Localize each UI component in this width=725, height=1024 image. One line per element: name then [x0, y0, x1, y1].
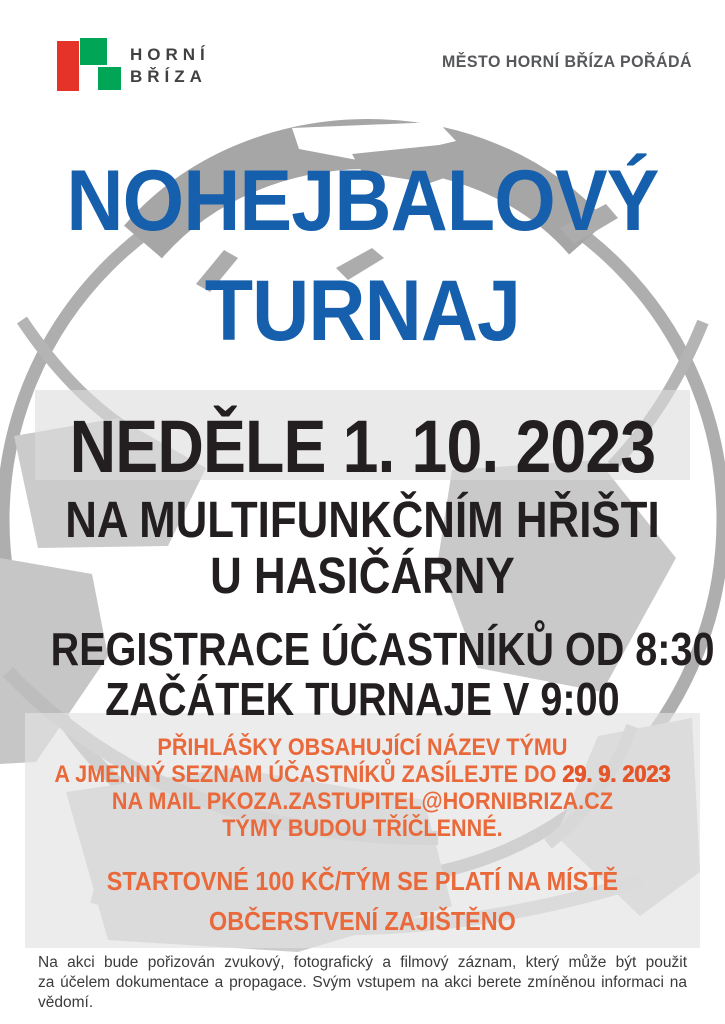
- logo-wordmark: [130, 44, 210, 88]
- applications-line-1: PŘIHLÁŠKY OBSAHUJÍCÍ NÁZEV TÝMU: [157, 734, 568, 761]
- applications-deadline-date: 29. 9. 2023: [562, 761, 671, 788]
- logo-red-block: [57, 41, 79, 91]
- organizer-claim: MĚSTO HORNÍ BŘÍZA POŘÁDÁ: [441, 52, 692, 71]
- registration-time: REGISTRACE ÚČASTNÍKŮ OD 8:30: [50, 623, 715, 675]
- footer-notice-line-1: Na akci bude pořizován zvukový, fotografický a filmový záznam, který může být použit: [38, 954, 687, 971]
- footer-notice: [38, 953, 687, 1013]
- logo-wordmark-line-2: BŘÍZA: [130, 67, 207, 86]
- logo-wordmark-line-1: HORNÍ: [130, 45, 210, 64]
- title-line-1: NOHEJBALOVÝ: [66, 153, 659, 249]
- logo-green-block-1: [80, 38, 107, 65]
- applications-line-2: [36, 763, 689, 787]
- title-line-2: TURNAJ: [204, 263, 521, 359]
- entry-fee-line: STARTOVNÉ 100 KČ/TÝM SE PLATÍ NA MÍSTĚ: [106, 866, 619, 896]
- footer-notice-line-2: za účelem dokumentace a propagace. Svým vstupem na akci berete zmíněnou informaci na vědomí.: [38, 974, 687, 1011]
- venue-line-1: NA MULTIFUNKČNÍM HŘIŠTI: [65, 491, 660, 548]
- applications-email-line: NA MAIL PKOZA.ZASTUPITEL@HORNIBRIZA.CZ: [111, 788, 613, 815]
- venue-line-2: U HASIČÁRNY: [210, 547, 515, 604]
- team-size-line: TÝMY BUDOU TŘÍČLENNÉ.: [222, 815, 503, 842]
- applications-line-2-text: A JMENNÝ SEZNAM ÚČASTNÍKŮ ZASÍLEJTE DO: [54, 761, 563, 788]
- refreshments-line: OBČERSTVENÍ ZAJIŠTĚNO: [209, 906, 516, 936]
- event-date: NEDĚLE 1. 10. 2023: [69, 405, 656, 488]
- logo-green-block-2: [98, 67, 121, 90]
- town-logo-icon: [57, 38, 127, 94]
- start-time: ZAČÁTEK TURNAJE V 9:00: [105, 673, 620, 725]
